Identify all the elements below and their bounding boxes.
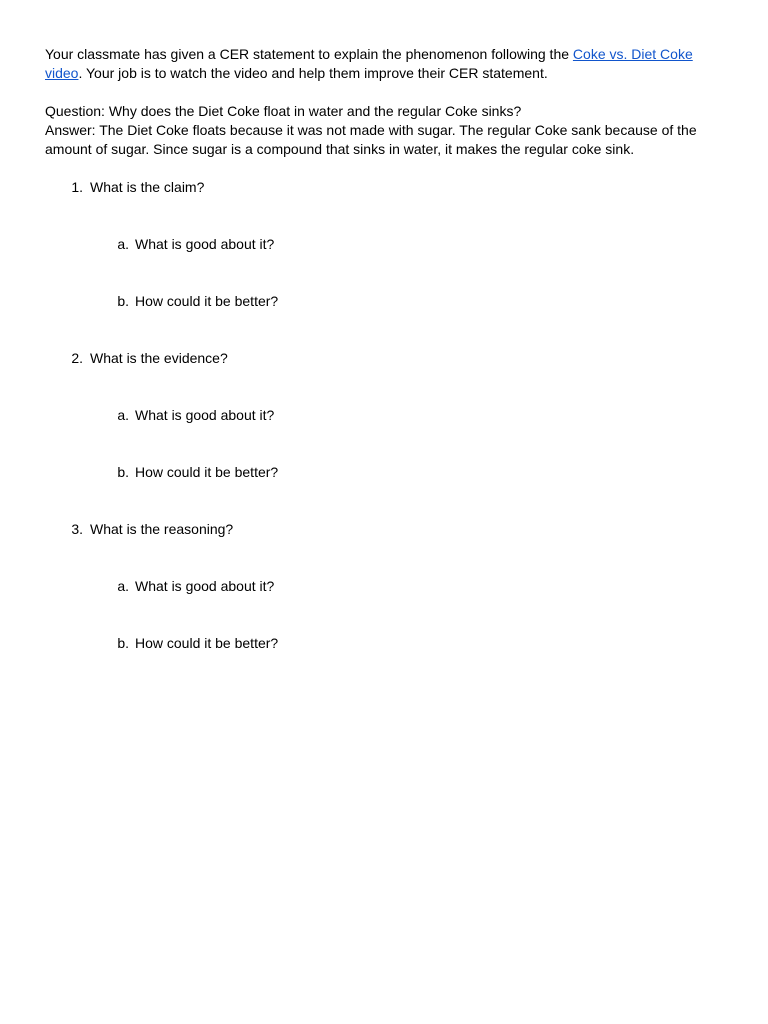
list-item-text: What is the reasoning?	[90, 521, 234, 537]
sub-item-better	[45, 634, 725, 653]
list-number: 3.	[71, 521, 83, 537]
sub-list	[45, 235, 725, 311]
sub-item-text: How could it be better?	[135, 293, 279, 309]
sub-letter: a.	[117, 407, 129, 423]
sub-letter: a.	[117, 578, 129, 594]
sub-item-better	[45, 463, 725, 482]
sub-letter: b.	[117, 635, 129, 651]
intro-paragraph	[45, 45, 725, 83]
intro-text-before: Your classmate has given a CER statement to explain the phenomenon following the	[45, 46, 573, 62]
sub-item-good	[45, 235, 725, 254]
sub-item-good	[45, 577, 725, 596]
sub-item-text: What is good about it?	[135, 578, 275, 594]
sub-list	[45, 577, 725, 653]
intro-text-after: . Your job is to watch the video and help them improve their CER statement.	[78, 65, 548, 81]
coke-video-link[interactable]: Coke vs. Diet Coke video	[45, 46, 693, 81]
question-line: Question: Why does the Diet Coke float in water and the regular Coke sinks?	[45, 103, 522, 119]
list-item-reasoning	[45, 520, 725, 653]
sub-item-text: How could it be better?	[135, 635, 279, 651]
list-item-claim	[45, 178, 725, 311]
list-number: 1.	[71, 179, 83, 195]
sub-item-text: What is good about it?	[135, 407, 275, 423]
sub-letter: a.	[117, 236, 129, 252]
list-item-evidence	[45, 349, 725, 482]
sub-item-better	[45, 292, 725, 311]
sub-item-text: How could it be better?	[135, 464, 279, 480]
sub-letter: b.	[117, 464, 129, 480]
answer-line: Answer: The Diet Coke floats because it was not made with sugar. The regular Coke sank because of the amount of sugar. Since sugar is a compound that sinks in water, it makes the regular coke sink.	[45, 122, 697, 157]
document-page	[45, 45, 725, 691]
list-item-text: What is the evidence?	[90, 350, 228, 366]
list-item-text: What is the claim?	[90, 179, 205, 195]
sub-item-text: What is good about it?	[135, 236, 275, 252]
sub-letter: b.	[117, 293, 129, 309]
list-number: 2.	[71, 350, 83, 366]
cer-question-list	[45, 178, 725, 653]
sub-item-good	[45, 406, 725, 425]
sub-list	[45, 406, 725, 482]
